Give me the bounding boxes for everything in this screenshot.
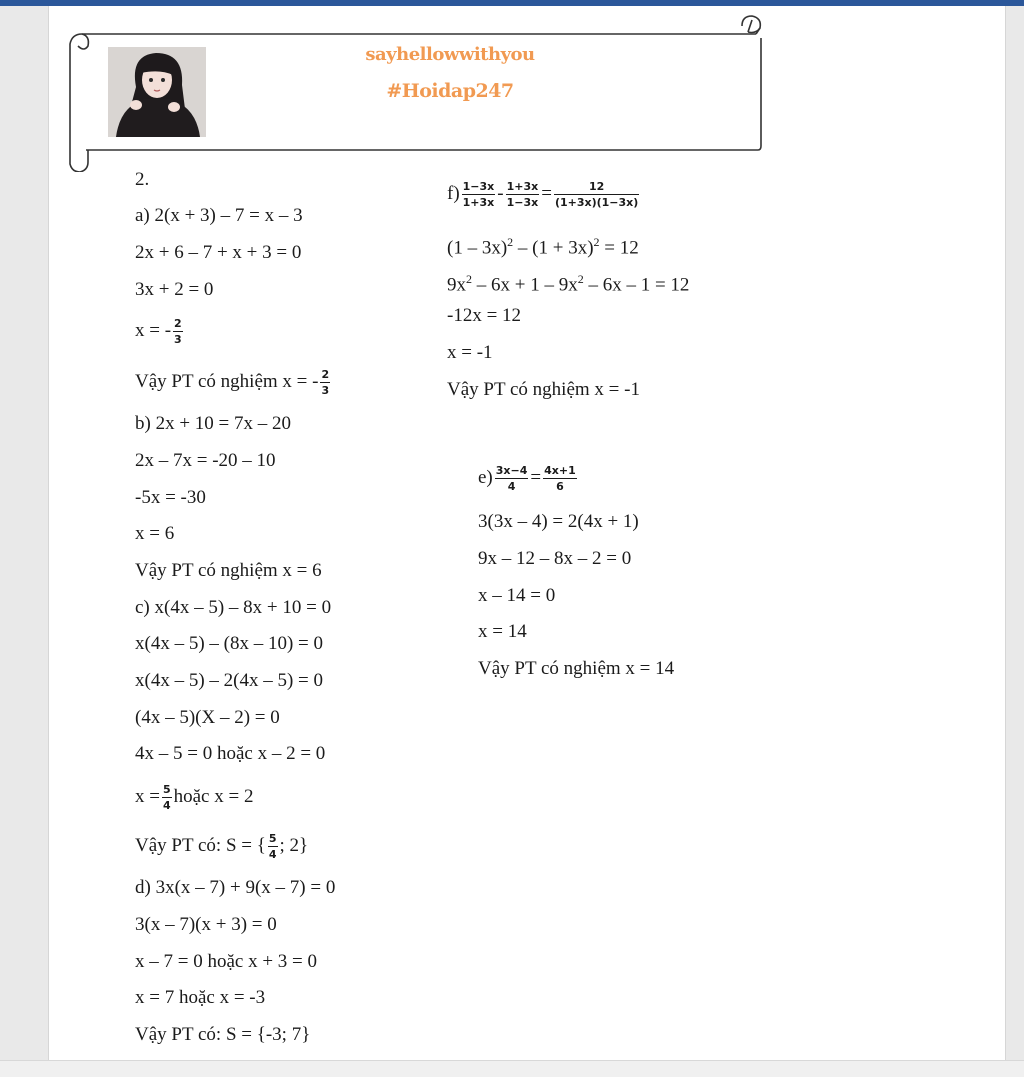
fraction: $\frac{2}{3}$ <box>174 317 182 346</box>
part-b-line-1: b) 2x + 10 = 7x – 20 <box>135 413 292 434</box>
part-b-line-3: -5x = -30 <box>135 487 206 508</box>
part-e-line-1: e) $\frac{3x-4}{4}$ = $\frac{4x+1}{6}$ <box>478 464 576 493</box>
part-d-conclusion: Vậy PT có: S = {-3; 7} <box>135 1024 311 1045</box>
part-a-line-1: a) 2(x + 3) – 7 = x – 3 <box>135 205 303 226</box>
part-a-conclusion: Vậy PT có nghiệm x = - $\frac{2}{3}$ <box>135 368 330 397</box>
fraction: $\frac{3x-4}{4}$ <box>495 464 528 493</box>
part-e-line-2: 3(3x – 4) = 2(4x + 1) <box>478 511 639 532</box>
part-f-line-5: x = -1 <box>447 342 493 363</box>
part-c-line-5: 4x – 5 = 0 hoặc x – 2 = 0 <box>135 743 326 764</box>
fraction: $\frac{12}{(1+3x)(1-3x)}$ <box>554 180 639 209</box>
fraction: $\frac{4x+1}{6}$ <box>544 464 576 493</box>
part-f-conclusion: Vậy PT có nghiệm x = -1 <box>447 379 640 400</box>
part-d-line-1: d) 3x(x – 7) + 9(x – 7) = 0 <box>135 877 336 898</box>
part-d-line-4: x = 7 hoặc x = -3 <box>135 987 266 1008</box>
part-f-line-3: $9x^2 - 6x + 1 - 9x^2 - 6x - 1 = 12$ <box>447 272 690 296</box>
fraction: $\frac{5}{4}$ <box>162 783 171 812</box>
bottom-strip <box>0 1060 1024 1077</box>
part-c-conclusion: Vậy PT có: S = { $\frac{5}{4}$ ; 2} <box>135 832 309 861</box>
part-f-line-4: -12x = 12 <box>447 305 522 326</box>
part-c-line-6: x = $\frac{5}{4}$ hoặc x = 2 <box>135 783 254 812</box>
part-f-line-1: f) $\frac{1-3x}{1+3x}$ - $\frac{1+3x}{1-3x}$ = $\frac{12}{(1+3x)(1-3x)}$ <box>447 180 639 209</box>
part-c-line-2: x(4x – 5) – (8x – 10) = 0 <box>135 633 324 654</box>
part-b-line-4: x = 6 <box>135 523 175 544</box>
part-c-line-4: (4x – 5)(X – 2) = 0 <box>135 707 280 728</box>
avatar <box>108 47 206 137</box>
fraction: $\frac{2}{3}$ <box>321 368 330 397</box>
fraction: $\frac{1+3x}{1-3x}$ <box>506 180 539 209</box>
part-a-line-3: 3x + 2 = 0 <box>135 279 214 300</box>
part-b-conclusion: Vậy PT có nghiệm x = 6 <box>135 560 322 581</box>
part-a-line-2: 2x + 6 – 7 + x + 3 = 0 <box>135 242 302 263</box>
part-c-line-3: x(4x – 5) – 2(4x – 5) = 0 <box>135 670 324 691</box>
part-e-line-5: x = 14 <box>478 621 527 642</box>
fraction: $\frac{1-3x}{1+3x}$ <box>462 180 495 209</box>
part-a-line-4: x = - $\frac{2}{3}$ <box>135 317 182 346</box>
part-e-conclusion: Vậy PT có nghiệm x = 14 <box>478 658 675 679</box>
part-d-line-2: 3(x – 7)(x + 3) = 0 <box>135 914 277 935</box>
part-f-line-2: $(1 - 3x)^2 - (1 + 3x)^2 = 12$ <box>447 235 639 259</box>
banner-hashtag: #Hoidap247 <box>386 80 514 102</box>
part-c-line-1: c) x(4x – 5) – 8x + 10 = 0 <box>135 597 332 618</box>
problem-number: 2. <box>135 169 150 190</box>
part-e-line-4: x – 14 = 0 <box>478 585 556 606</box>
part-d-line-3: x – 7 = 0 hoặc x + 3 = 0 <box>135 951 318 972</box>
part-b-line-2: 2x – 7x = -20 – 10 <box>135 450 276 471</box>
banner-username: sayhellowwithyou <box>365 44 535 65</box>
fraction: $\frac{5}{4}$ <box>268 832 277 861</box>
part-e-line-3: 9x – 12 – 8x – 2 = 0 <box>478 548 632 569</box>
